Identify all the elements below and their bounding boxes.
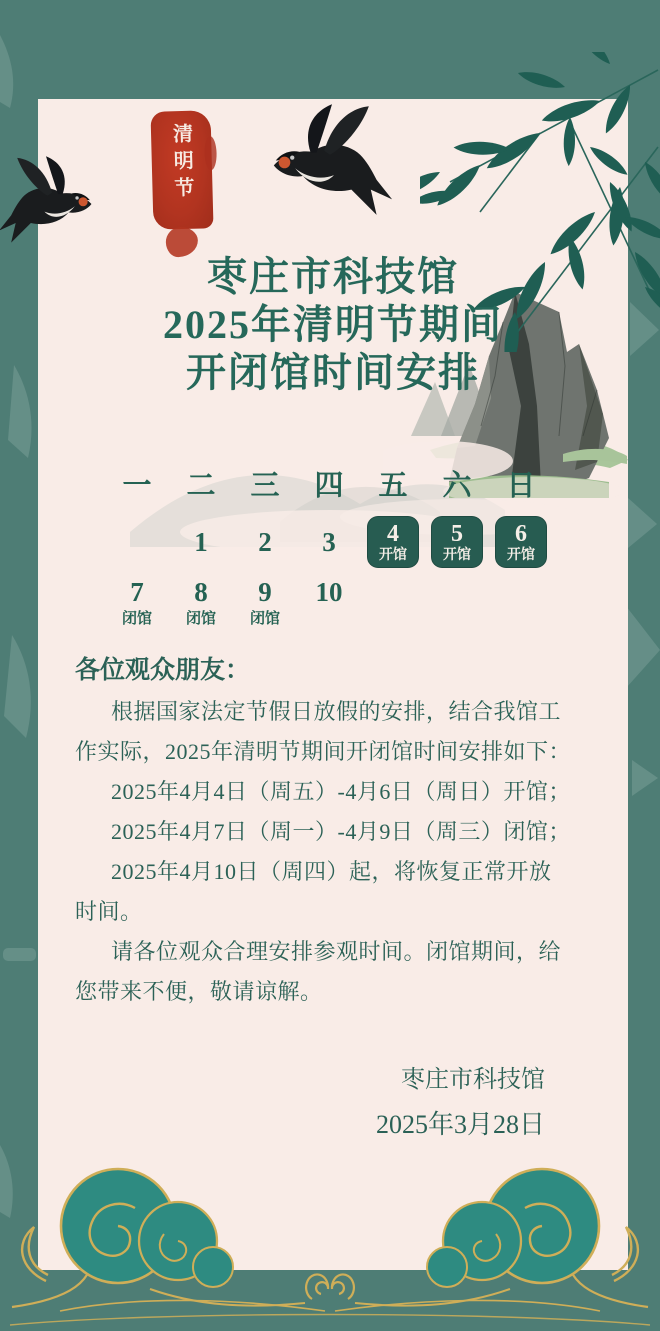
calendar-week-2 — [105, 575, 553, 629]
open-day-box-5 — [431, 516, 483, 568]
open-day-box-4 — [367, 516, 419, 568]
calendar-cell-1: 1 — [194, 527, 208, 557]
title-line-3: 开闭馆时间安排 — [186, 350, 480, 395]
calendar-cell-9-closed — [233, 575, 297, 629]
weekday-mon: 一 — [122, 470, 152, 502]
day-status: 闭馆 — [121, 611, 152, 627]
day-number: 8 — [194, 577, 208, 607]
day-status: 开馆 — [379, 547, 407, 563]
poster-title — [38, 253, 628, 397]
calendar-cell-8-closed — [169, 575, 233, 629]
day-number: 9 — [258, 577, 272, 607]
calendar-weekday-row — [105, 466, 553, 506]
title-line-1: 枣庄市科技馆 — [207, 254, 459, 299]
day-status: 开馆 — [507, 547, 535, 563]
notice-salutation: 各位观众朋友： — [75, 657, 251, 684]
notice-body — [75, 650, 572, 1012]
swallow-left-icon — [0, 156, 96, 246]
day-number: 5 — [451, 520, 463, 547]
qingming-seal-stamp — [150, 110, 213, 230]
calendar-cell-3: 3 — [322, 527, 336, 557]
notice-paragraph-5: 请各位观众合理安排参观时间。闭馆期间，给您带来不便，敬请谅解。 — [75, 939, 562, 1004]
weekday-sun: 日 — [506, 470, 536, 502]
day-number: 10 — [315, 577, 343, 607]
day-status: 闭馆 — [249, 611, 280, 627]
notice-paragraph-2: 2025年4月4日（周五）-4月6日（周日）开馆； — [111, 779, 571, 804]
open-day-box-6 — [495, 516, 547, 568]
day-number: 4 — [387, 520, 399, 547]
signature-name: 枣庄市科技馆 — [401, 1067, 545, 1093]
calendar-cell-10 — [297, 575, 361, 629]
weekday-wed: 三 — [250, 470, 280, 502]
notice-paragraph-4: 2025年4月10日（周四）起，将恢复正常开放时间。 — [75, 859, 552, 924]
notice-paragraph-3: 2025年4月7日（周一）-4月9日（周三）闭馆； — [111, 819, 571, 844]
signature-date: 2025年3月28日 — [375, 1110, 545, 1139]
calendar-cell-7-closed — [105, 575, 169, 629]
weekday-thu: 四 — [314, 470, 344, 502]
weekday-tue: 二 — [186, 470, 216, 502]
seal-text: 清明节 — [169, 122, 194, 205]
day-number: 7 — [130, 577, 144, 607]
calendar-cell-6-open — [489, 516, 553, 568]
weekday-sat: 六 — [442, 470, 472, 502]
calendar-cell-5-open — [425, 516, 489, 568]
calendar-week-1 — [105, 513, 553, 571]
calendar-cell-4-open — [361, 516, 425, 568]
wave-cloud-decoration — [0, 1131, 660, 1331]
calendar — [105, 466, 553, 629]
weekday-fri: 五 — [378, 470, 408, 502]
notice-paragraph-1: 根据国家法定节假日放假的安排，结合我馆工作实际，2025年清明节期间开闭馆时间安排如下： — [75, 699, 572, 764]
title-line-2: 2025年清明节期间 — [163, 302, 503, 347]
calendar-cell-2: 2 — [258, 527, 272, 557]
day-number: 6 — [515, 520, 527, 547]
swallow-center-icon — [268, 104, 396, 219]
day-status: 开馆 — [443, 547, 471, 563]
day-status: 闭馆 — [185, 611, 216, 627]
